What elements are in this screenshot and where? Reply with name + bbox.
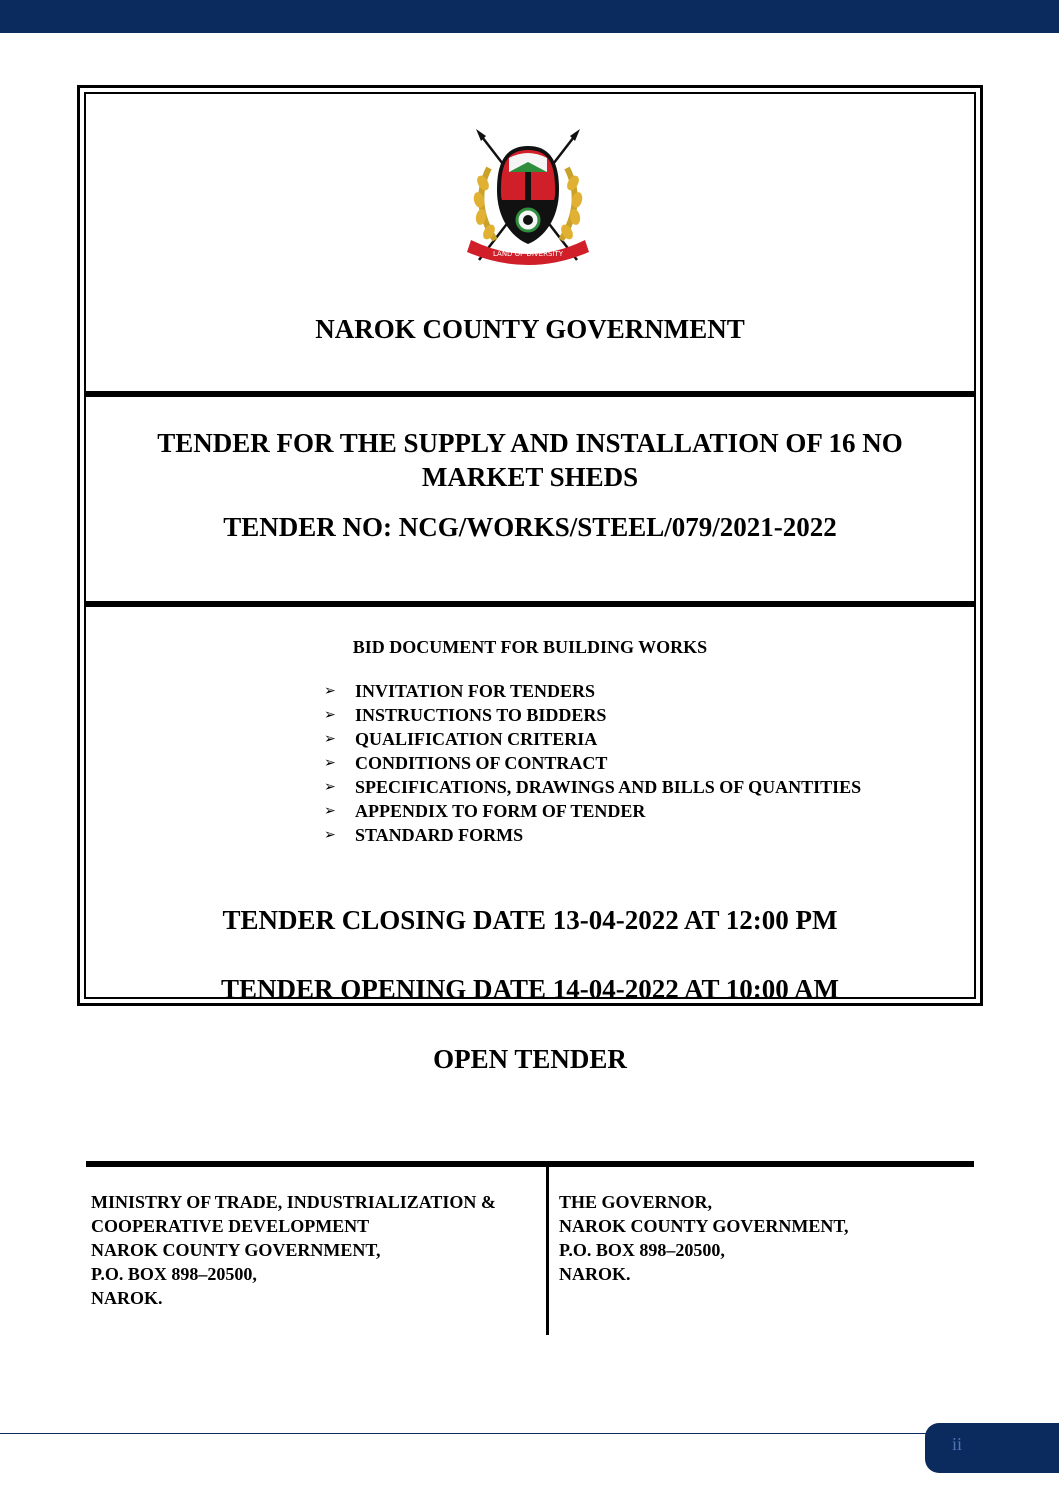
address-line: NAROK COUNTY GOVERNMENT, bbox=[559, 1216, 849, 1236]
county-coat-of-arms-icon bbox=[459, 128, 597, 268]
list-item-label: INVITATION FOR TENDERS bbox=[355, 681, 596, 701]
list-item bbox=[324, 679, 861, 703]
list-item bbox=[324, 775, 861, 799]
address-divider bbox=[546, 1167, 549, 1335]
list-item-label: SPECIFICATIONS, DRAWINGS AND BILLS OF QUANTITIES bbox=[355, 777, 862, 797]
tender-title-section bbox=[86, 397, 974, 601]
arrow-bullet-icon: ➢ bbox=[324, 707, 336, 723]
tender-number: TENDER NO: NCG/WORKS/STEEL/079/2021-2022 bbox=[223, 512, 837, 542]
list-item-label: INSTRUCTIONS TO BIDDERS bbox=[355, 705, 607, 725]
tender-title: TENDER FOR THE SUPPLY AND INSTALLATION OF 16 NO MARKET SHEDS bbox=[157, 428, 903, 492]
tender-closing-date: TENDER CLOSING DATE 13-04-2022 AT 12:00 PM bbox=[222, 905, 838, 935]
address-line: P.O. BOX 898–20500, bbox=[559, 1240, 725, 1260]
arrow-bullet-icon: ➢ bbox=[324, 779, 336, 795]
governor-address bbox=[559, 1190, 969, 1286]
bid-document-section bbox=[86, 607, 974, 1161]
tender-type: OPEN TENDER bbox=[433, 1044, 627, 1074]
address-line: THE GOVERNOR, bbox=[559, 1192, 713, 1212]
tender-opening-date: TENDER OPENING DATE 14-04-2022 AT 10:00 AM bbox=[220, 974, 840, 1004]
arrow-bullet-icon: ➢ bbox=[324, 683, 336, 699]
address-line: P.O. BOX 898–20500, bbox=[91, 1264, 257, 1284]
address-line: COOPERATIVE DEVELOPMENT bbox=[91, 1216, 370, 1236]
county-section bbox=[86, 94, 974, 391]
list-item bbox=[324, 751, 861, 775]
list-item-label: CONDITIONS OF CONTRACT bbox=[355, 753, 608, 773]
list-item bbox=[324, 799, 861, 823]
county-name: NAROK COUNTY GOVERNMENT bbox=[315, 314, 745, 344]
address-line: NAROK COUNTY GOVERNMENT, bbox=[91, 1240, 381, 1260]
list-item bbox=[324, 703, 861, 727]
arrow-bullet-icon: ➢ bbox=[324, 803, 336, 819]
list-item-label: APPENDIX TO FORM OF TENDER bbox=[355, 801, 646, 821]
footer-rule bbox=[0, 1433, 1059, 1434]
arrow-bullet-icon: ➢ bbox=[324, 731, 336, 747]
list-item-label: QUALIFICATION CRITERIA bbox=[355, 729, 598, 749]
cover-inner-frame bbox=[84, 92, 976, 1308]
cover-frame bbox=[77, 85, 983, 1308]
bid-document-heading: BID DOCUMENT FOR BUILDING WORKS bbox=[352, 637, 708, 657]
address-line: NAROK. bbox=[559, 1264, 631, 1284]
address-line: NAROK. bbox=[91, 1288, 163, 1308]
page-number-tab bbox=[925, 1423, 1059, 1473]
header-bar bbox=[0, 0, 1059, 33]
list-item bbox=[324, 823, 861, 847]
address-line: MINISTRY OF TRADE, INDUSTRIALIZATION & bbox=[91, 1192, 496, 1212]
ministry-address bbox=[91, 1190, 546, 1310]
list-item-label: STANDARD FORMS bbox=[355, 825, 524, 845]
arrow-bullet-icon: ➢ bbox=[324, 827, 336, 843]
addresses-section bbox=[86, 1167, 974, 1335]
contents-list bbox=[324, 679, 861, 847]
page-number: ii bbox=[952, 1434, 963, 1454]
list-item bbox=[324, 727, 861, 751]
arrow-bullet-icon: ➢ bbox=[324, 755, 336, 771]
logo-motto: LAND OF DIVERSITY bbox=[492, 250, 564, 258]
